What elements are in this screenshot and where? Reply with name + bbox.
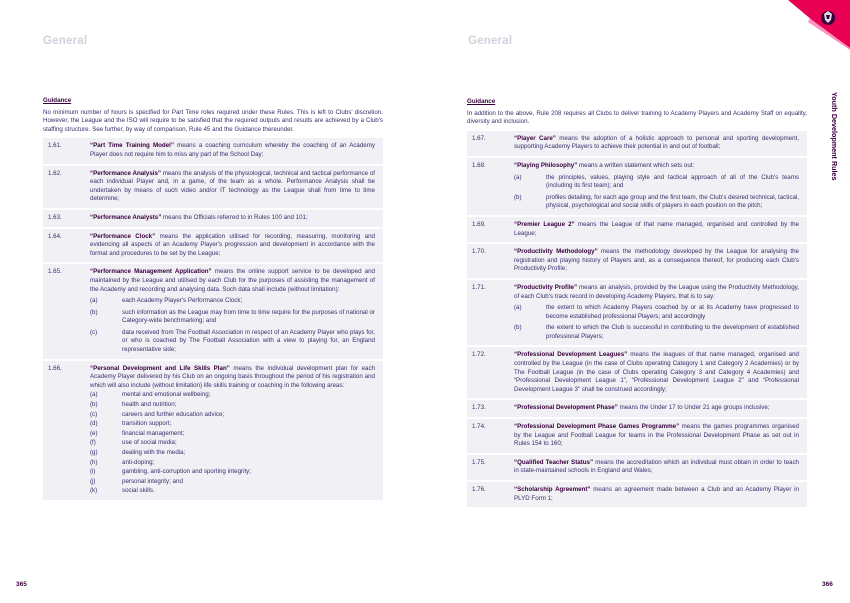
sub-clause	[90, 420, 375, 429]
right-guidance-text: In addition to the above, Rule 208 requires all Clubs to deliver training to Academy Players and Academy Staff on equality, diversity and inclusion.	[467, 109, 807, 126]
rule-body	[90, 233, 375, 259]
sub-clause	[90, 478, 375, 487]
rule-row	[467, 347, 807, 398]
rule-row	[467, 455, 807, 480]
rule-row	[43, 361, 383, 500]
defined-term: “Player Care”	[514, 134, 556, 142]
rule-definition	[514, 351, 799, 394]
rule-definition	[90, 233, 375, 259]
definition-text: means the application utilised for recording, measuring, monitoring and evidencing all aspects of an Academy Player's progression and development in accordance with the format and procedures to be set by the League;	[90, 232, 376, 257]
defined-term: “Qualified Teacher Status”	[514, 458, 594, 466]
corner-graphic	[750, 0, 850, 50]
definition-text: means the methodology developed by the League for analysing the registration and playing history of Players and, as a consequence thereof, for producing each Club's Productivity Profile;	[514, 248, 799, 273]
rule-definition	[514, 486, 799, 503]
sub-clause-text: careers and further education advice;	[122, 410, 225, 418]
defined-term: “Part Time Training Model”	[90, 142, 174, 150]
defined-term: “Personal Development and Life Skills Plan”	[90, 364, 230, 372]
left-guidance-heading: Guidance	[43, 97, 72, 104]
rule-definition	[90, 170, 375, 204]
sub-clause-label: (b)	[90, 401, 98, 409]
right-guidance-heading: Guidance	[467, 98, 496, 105]
definition-text: means an analysis, provided by the League using the Productivity Methodology, of each Club's track record in developing Academy Players, that is to say:	[514, 283, 799, 300]
defined-term: “Professional Development Phase Games Programme”	[514, 423, 680, 431]
defined-term: “Playing Philosophy”	[514, 161, 578, 169]
sub-clause-text: the principles, values, playing style and tactical approach of all of the Club's teams (including its first team); and	[546, 173, 799, 190]
rule-body	[514, 351, 799, 394]
defined-term: “Premier League 2”	[514, 220, 575, 228]
rule-definition	[514, 459, 799, 476]
sub-clause-label: (a)	[514, 173, 522, 181]
sub-clause	[514, 194, 799, 211]
rule-row	[43, 264, 383, 358]
sub-clause	[514, 174, 799, 191]
rule-row	[467, 131, 807, 156]
sub-clause-label: (k)	[90, 487, 98, 495]
left-page-number: 365	[16, 581, 27, 588]
sub-clause	[90, 430, 375, 439]
sub-clause-label: (a)	[90, 391, 98, 399]
rule-definition	[514, 162, 799, 171]
sub-clause-text: mental and emotional wellbeing;	[122, 391, 211, 399]
rule-body	[514, 162, 799, 211]
sub-clause-text: gambling, anti-corruption and sporting integrity;	[122, 468, 251, 476]
sub-clause-label: (c)	[90, 328, 98, 336]
left-section-title: General	[43, 35, 88, 47]
sub-clause	[90, 391, 375, 400]
premier-league-lion-icon	[821, 11, 835, 25]
sub-clause-text: the extent to which Academy Players coached by or at its Academy have progressed to become established professional Players; and accordingly	[546, 304, 799, 320]
left-rules-list	[43, 138, 383, 500]
definition-text: means a written statement which sets out:	[577, 161, 695, 169]
sub-clause-text: profiles detailing, for each age group and the first team, the Club's desired technical, tactical, physical, psychological and social skills of players in each position on the pitch;	[546, 193, 799, 210]
rule-definition	[514, 221, 799, 238]
definition-text: means the Officials referred to in Rules 100 and 101;	[161, 213, 308, 221]
rule-row	[467, 280, 807, 346]
rule-body	[514, 423, 799, 449]
sub-clause-label: (i)	[90, 468, 96, 476]
rule-definition	[90, 214, 375, 223]
sub-clause	[90, 401, 375, 410]
rule-body	[514, 135, 799, 152]
left-page-content	[43, 97, 383, 502]
rule-number: 1.69.	[472, 220, 486, 228]
rule-number: 1.73.	[472, 404, 486, 412]
left-guidance-text: No minimum number of hours is specified for Part Time roles required under these Rules. This is left to Clubs' discretion. However, the League and the ISO will require to be satisfied that the required outputs and results are achieved by a Club's staffing structure. See further, by way of comparison, Rule 45 and the Guidance thereunder.	[43, 108, 383, 133]
rule-body	[514, 248, 799, 274]
rule-row	[43, 229, 383, 263]
definition-text: means the analysis of the physiological, technical and tactical performance of each individual Player and, in a game, of the team as a whole. Performance Analysis shall be undertaken by means of such video and/or IT technology as the League shall from time to time determine;	[90, 169, 375, 203]
sub-clause-text: health and nutrition;	[122, 401, 177, 409]
sub-clause	[514, 324, 799, 341]
definition-text: means the Under 17 to Under 21 age groups inclusive;	[617, 404, 770, 412]
rule-definition	[90, 268, 375, 294]
defined-term: “Performance Analysts”	[90, 213, 162, 221]
rule-body	[514, 284, 799, 342]
sub-clause-text: data received from The Football Association in respect of an Academy Player who plays for, or who is coached by The Football Association with a view to playing for, an England representative side;	[122, 328, 375, 354]
sub-clause-label: (d)	[90, 420, 98, 428]
defined-term: “Professional Development Phase”	[514, 404, 618, 412]
sub-clause-label: (h)	[90, 458, 98, 466]
rule-row	[467, 158, 807, 215]
rule-number: 1.71.	[472, 283, 486, 291]
sub-clause	[90, 439, 375, 448]
defined-term: “Productivity Profile”	[514, 283, 578, 291]
rule-body	[90, 365, 375, 496]
sub-clause	[90, 411, 375, 420]
defined-term: “Professional Development Leagues”	[514, 351, 628, 359]
sub-clause	[90, 459, 375, 468]
definition-text: means the games programmes organised by the League and Football League for teams in the Professional Development Phase as set out in Rules 154 to 160;	[514, 423, 799, 448]
rule-row	[467, 400, 807, 417]
rule-row	[43, 166, 383, 208]
definition-text: means the accreditation which an individual must obtain in order to teach in state-maintained schools in England and Wales;	[514, 458, 800, 475]
rule-number: 1.65.	[48, 268, 62, 276]
rule-definition	[514, 404, 799, 413]
sub-clause-label: (a)	[90, 297, 98, 305]
sub-clause-text: personal integrity; and	[122, 477, 183, 485]
definition-text: means the individual development plan for each Academy Player delivered by his Club on an ongoing basis throughout the period of his registration and which will also include (without limitation) life skills training or coaching in the following areas:	[90, 364, 375, 389]
rule-row	[43, 210, 383, 227]
sub-clause	[90, 309, 375, 326]
rule-number: 1.72.	[472, 351, 486, 359]
rule-body	[514, 459, 799, 476]
definition-text: means the League of that name managed, organised and controlled by the League;	[514, 220, 799, 237]
definition-text: means a coaching curriculum whereby the coaching of an Academy Player does not require him to miss any part of the School Day;	[90, 142, 375, 158]
sub-clause-text: each Academy Player's Performance Clock;	[122, 297, 243, 305]
sub-clause-text: social skills.	[122, 487, 155, 495]
rule-number: 1.66.	[48, 364, 62, 372]
rule-number: 1.67.	[472, 134, 486, 142]
rule-number: 1.62.	[48, 169, 62, 177]
rule-row	[467, 244, 807, 278]
sub-clause-label: (a)	[514, 304, 522, 312]
sub-clause-text: anti-doping;	[122, 458, 155, 466]
rule-body	[90, 170, 375, 204]
rule-definition	[514, 423, 799, 449]
definition-text: means the leagues of that name managed, organised and controlled by the League (in the case of Clubs operating Category 1 and Category 2 Academies) or by The Football League (in the case of Clubs operating Category 3 and Category 4 Academies) and “Professional Development League 1”, “Professional Development League 2” and “Professional Development League 3” shall be construed accordingly;	[514, 351, 799, 393]
rule-body	[90, 268, 375, 354]
sub-clause-label: (f)	[90, 439, 96, 447]
rule-row	[467, 419, 807, 453]
sub-clause-label: (c)	[90, 410, 98, 418]
defined-term: “Performance Clock”	[90, 232, 156, 240]
sub-clause-label: (j)	[90, 477, 96, 485]
side-label	[825, 92, 839, 192]
defined-term: “Performance Analysis”	[90, 169, 162, 177]
defined-term: “Performance Management Application”	[90, 268, 212, 276]
definition-text: means the online support service to be developed and maintained by the League and utilised by each Club for the purposes of assisting the management of the Academy and recording and analysing data. Such data shall include (without limitation):	[90, 268, 375, 293]
rule-body	[514, 221, 799, 238]
rule-body	[514, 486, 799, 503]
sub-clause-text: financial management;	[122, 429, 185, 437]
rule-number: 1.74.	[472, 423, 486, 431]
sub-clause-text: use of social media;	[122, 439, 177, 447]
rule-body	[514, 404, 799, 413]
right-section-title: General	[468, 35, 513, 47]
rule-definition	[514, 248, 799, 274]
rule-number: 1.70.	[472, 248, 486, 256]
rule-definition	[514, 135, 799, 152]
sub-clause	[514, 304, 799, 321]
side-label-text: Youth Development Rules	[830, 92, 839, 181]
rule-number: 1.64.	[48, 232, 62, 240]
rule-body	[90, 142, 375, 159]
sub-clause-label: (b)	[90, 308, 98, 316]
rule-number: 1.76.	[472, 486, 486, 493]
sub-clause-label: (b)	[514, 193, 522, 201]
sub-clause	[90, 297, 375, 306]
sub-clause	[90, 449, 375, 458]
sub-clause	[90, 487, 375, 496]
definition-text: means an agreement made between a Club and an Academy Player in PLYD Form 1;	[514, 486, 799, 502]
rule-number: 1.63.	[48, 213, 62, 221]
rule-row	[43, 138, 383, 163]
rule-body	[90, 214, 375, 223]
sub-clause-text: the extent to which the Club is successful in contributing to the development of established professional Players;	[546, 324, 799, 340]
defined-term: “Scholarship Agreement”	[514, 486, 591, 493]
rule-definition	[90, 365, 375, 391]
sub-clause	[90, 468, 375, 477]
sub-clause-text: transition support;	[122, 420, 172, 428]
rule-number: 1.75.	[472, 458, 486, 466]
sub-clause-label: (g)	[90, 449, 98, 456]
rule-number: 1.68.	[472, 161, 486, 169]
sub-clause-text: dealing with the media;	[122, 449, 186, 456]
sub-clause-label: (b)	[514, 324, 522, 332]
right-page-content	[467, 98, 807, 509]
rule-number: 1.61.	[48, 142, 62, 150]
corner-stripe-shape	[788, 0, 850, 48]
right-page-number: 366	[822, 581, 833, 588]
rule-row	[467, 482, 807, 507]
right-rules-list	[467, 131, 807, 507]
sub-clause-text: such information as the League may from time to time require for the purposes of national or Category-wide benchmarking; and	[122, 308, 375, 325]
rule-row	[467, 217, 807, 242]
rule-definition	[514, 284, 799, 301]
sub-clause-label: (e)	[90, 429, 98, 437]
sub-clause	[90, 329, 375, 355]
definition-text: means the adoption of a holistic approach to personal and sporting development, supporting Academy Players to achieve their potential in and out of football;	[514, 134, 799, 151]
defined-term: “Productivity Methodology”	[514, 248, 598, 256]
rule-definition	[90, 142, 375, 159]
